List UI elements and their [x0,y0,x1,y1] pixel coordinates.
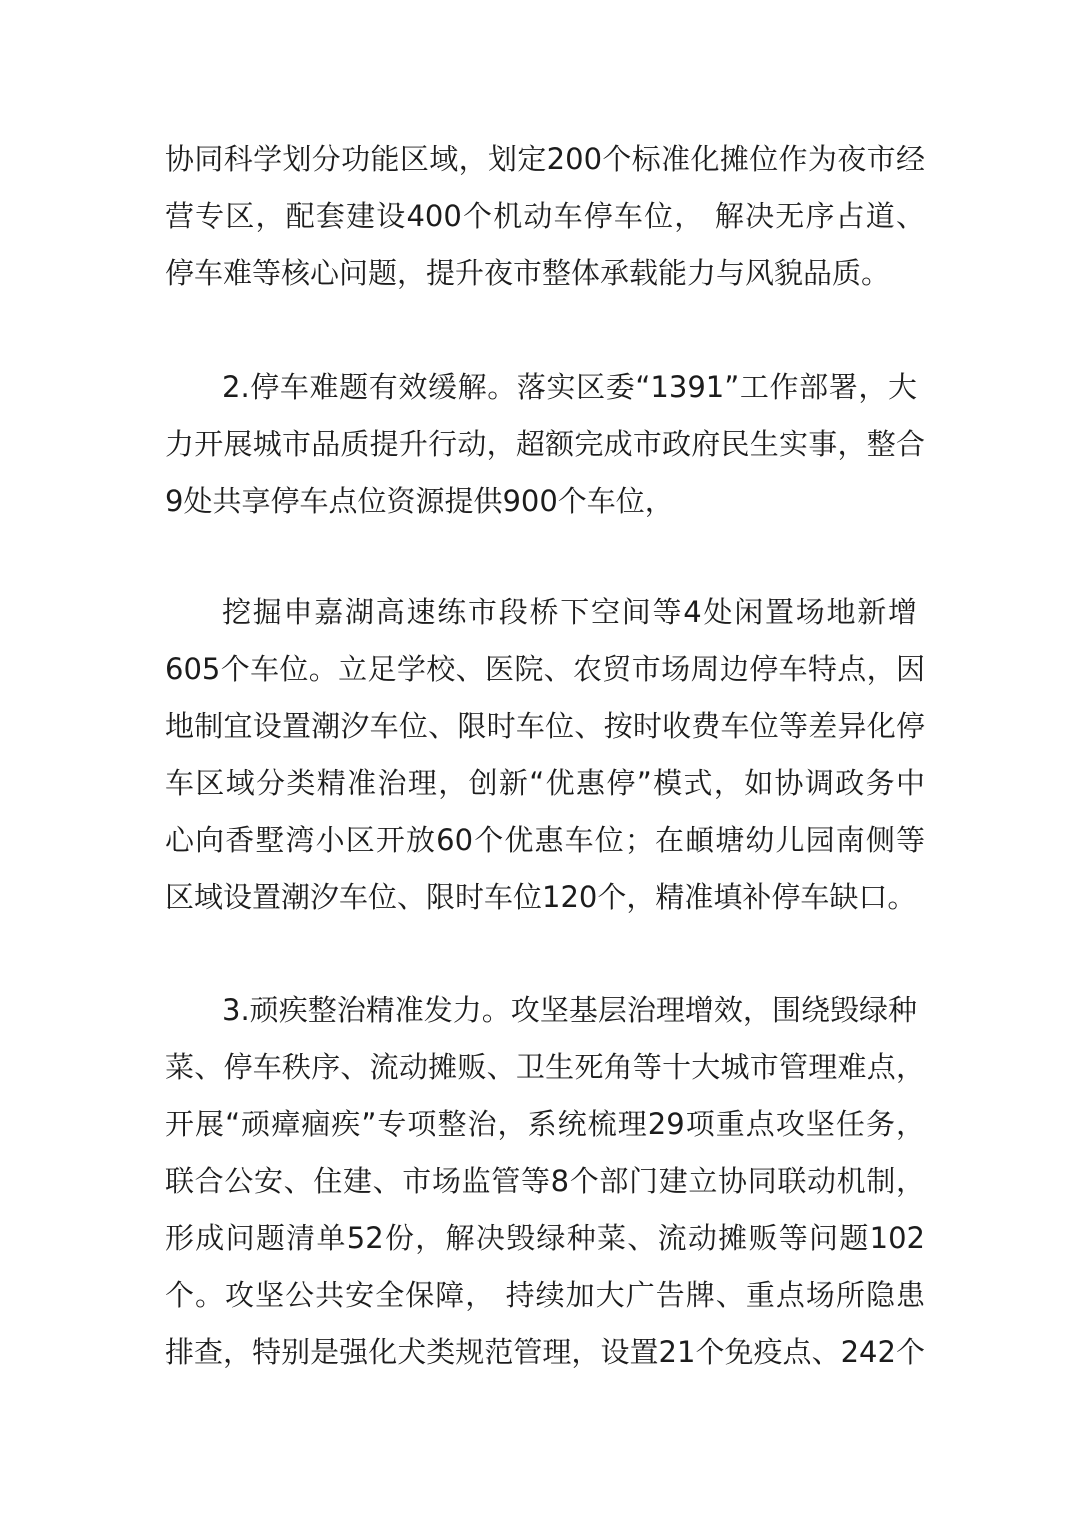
text-line: 2.停车难题有效缓解。落实区委“1391”工作部署，大 [222,370,917,404]
text-line: 排查，特别是强化犬类规范管理，设置21个免疫点、242个 [165,1335,925,1369]
text-line: 区域设置潮汐车位、限时车位120个，精准填补停车缺口。 [165,880,917,914]
text-line: 挖掘申嘉湖高速练市段桥下空间等4处闲置场地新增 [222,595,917,629]
text-line: 9处共享停车点位资源提供900个车位， [165,484,674,518]
text-line: 协同科学划分功能区域，划定200个标准化摊位作为夜市经 [165,142,925,176]
text-line: 个。攻坚公共安全保障， 持续加大广告牌、重点场所隐患 [165,1278,925,1312]
text-line: 停车难等核心问题，提升夜市整体承载能力与风貌品质。 [165,256,891,290]
text-line: 联合公安、住建、市场监管等8个部门建立协同联动机制， [165,1164,925,1198]
text-line: 地制宜设置潮汐车位、限时车位、按时收费车位等差异化停 [165,709,925,743]
text-line: 开展“顽瘴痼疾”专项整治，系统梳理29项重点攻坚任务， [165,1107,925,1141]
text-line: 力开展城市品质提升行动，超额完成市政府民生实事，整合 [165,427,925,461]
text-line: 车区域分类精准治理，创新“优惠停”模式，如协调政务中 [165,766,925,800]
text-line: 形成问题清单52份，解决毁绿种菜、流动摊贩等问题102 [165,1221,925,1255]
text-line: 营专区，配套建设400个机动车停车位， 解决无序占道、 [165,199,925,233]
text-line: 心向香墅湾小区开放60个优惠车位；在頔塘幼儿园南侧等 [165,823,925,857]
text-line: 菜、停车秩序、流动摊贩、卫生死角等十大城市管理难点， [165,1050,925,1084]
text-line: 605个车位。立足学校、医院、农贸市场周边停车特点，因 [165,652,925,686]
text-line: 3.顽疾整治精准发力。攻坚基层治理增效，围绕毁绿种 [222,993,917,1027]
